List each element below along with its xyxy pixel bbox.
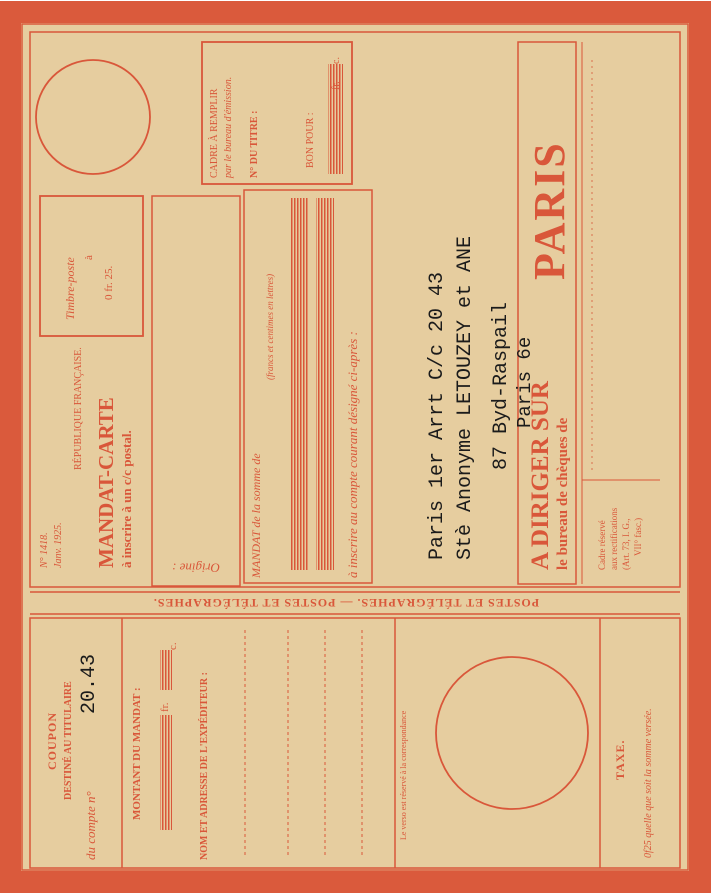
coupon-account-number: 20.43: [78, 653, 101, 714]
stamp-label: Timbre-poste: [63, 257, 77, 320]
origine-label: Origine :: [171, 560, 221, 576]
mandat-prefix: MANDAT de la somme de: [249, 453, 263, 578]
address-line1: Paris 1er Arrt C/c 20 43: [426, 271, 449, 560]
coupon-amount-label: MONTANT DU MANDAT :: [131, 687, 143, 820]
coupon-title: COUPON: [45, 712, 59, 770]
bon-c-label: c.: [331, 57, 342, 64]
stamp-a: à: [83, 255, 95, 260]
form-title: MANDAT-CARTE: [94, 397, 118, 568]
emission-line1: CADRE À REMPLIR: [209, 88, 220, 178]
coupon-account-label: du compte n°: [83, 791, 98, 860]
postes-banner: POSTES ET TÉLÉGRAPHES. — POSTES ET TÉLÉGRAPHES.: [152, 596, 540, 610]
address-line2: Stè Anonyme LETOUZEY et ANE: [454, 235, 477, 560]
address-line4: Paris 6e: [514, 336, 536, 428]
coupon-fr-label: fr.: [159, 702, 171, 712]
tax-note: 0f25 quelle que soit la somme versée.: [643, 708, 654, 858]
rectif-line2: aux rectifications: [609, 507, 619, 570]
bon-pour-label: BON POUR :: [305, 112, 316, 168]
emission-line2: par le bureau d'émission.: [223, 76, 234, 178]
sender-label: NOM ET ADRESSE DE L'EXPÉDITEUR :: [199, 672, 210, 860]
direction-label: A DIRIGER SUR: [527, 381, 554, 570]
rectif-line4: VII° fasc.): [633, 517, 643, 556]
republic-label: RÉPUBLIQUE FRANÇAISE.: [73, 347, 84, 470]
form-date: Janv. 1925.: [53, 522, 64, 568]
bon-fr-label: fr.: [331, 81, 342, 90]
coupon-c-label: c.: [167, 642, 179, 650]
form-number: N° 1418.: [39, 532, 50, 568]
amount-hatch-2: [316, 198, 334, 570]
rectif-line1: Cadre réservé: [597, 520, 607, 570]
inscrire-label: à inscrire au compte courant désigné ci-après :: [345, 331, 360, 578]
coupon-destination: DESTINÉ AU TITULAIRE: [63, 681, 74, 800]
destination-city: PARIS: [525, 141, 574, 280]
tax-title: TAXE.: [613, 739, 627, 780]
mandat-suffix: (francs et centimes en lettres): [265, 273, 275, 380]
rectif-line3: (Art. 73, I. G.,: [621, 518, 631, 570]
bureau-label: le bureau de chèques de: [555, 417, 571, 570]
form-subtitle: à inscrire à un c/c postal.: [119, 430, 134, 568]
title-number-label: N° DU TITRE :: [249, 110, 260, 178]
address-line3: 87 Byd-Raspail: [490, 301, 513, 470]
stamp-value: 0 fr. 25.: [103, 265, 115, 300]
amount-hatch-1: [290, 198, 308, 570]
verso-note: Le verso est réservé à la correspondance: [399, 710, 408, 840]
